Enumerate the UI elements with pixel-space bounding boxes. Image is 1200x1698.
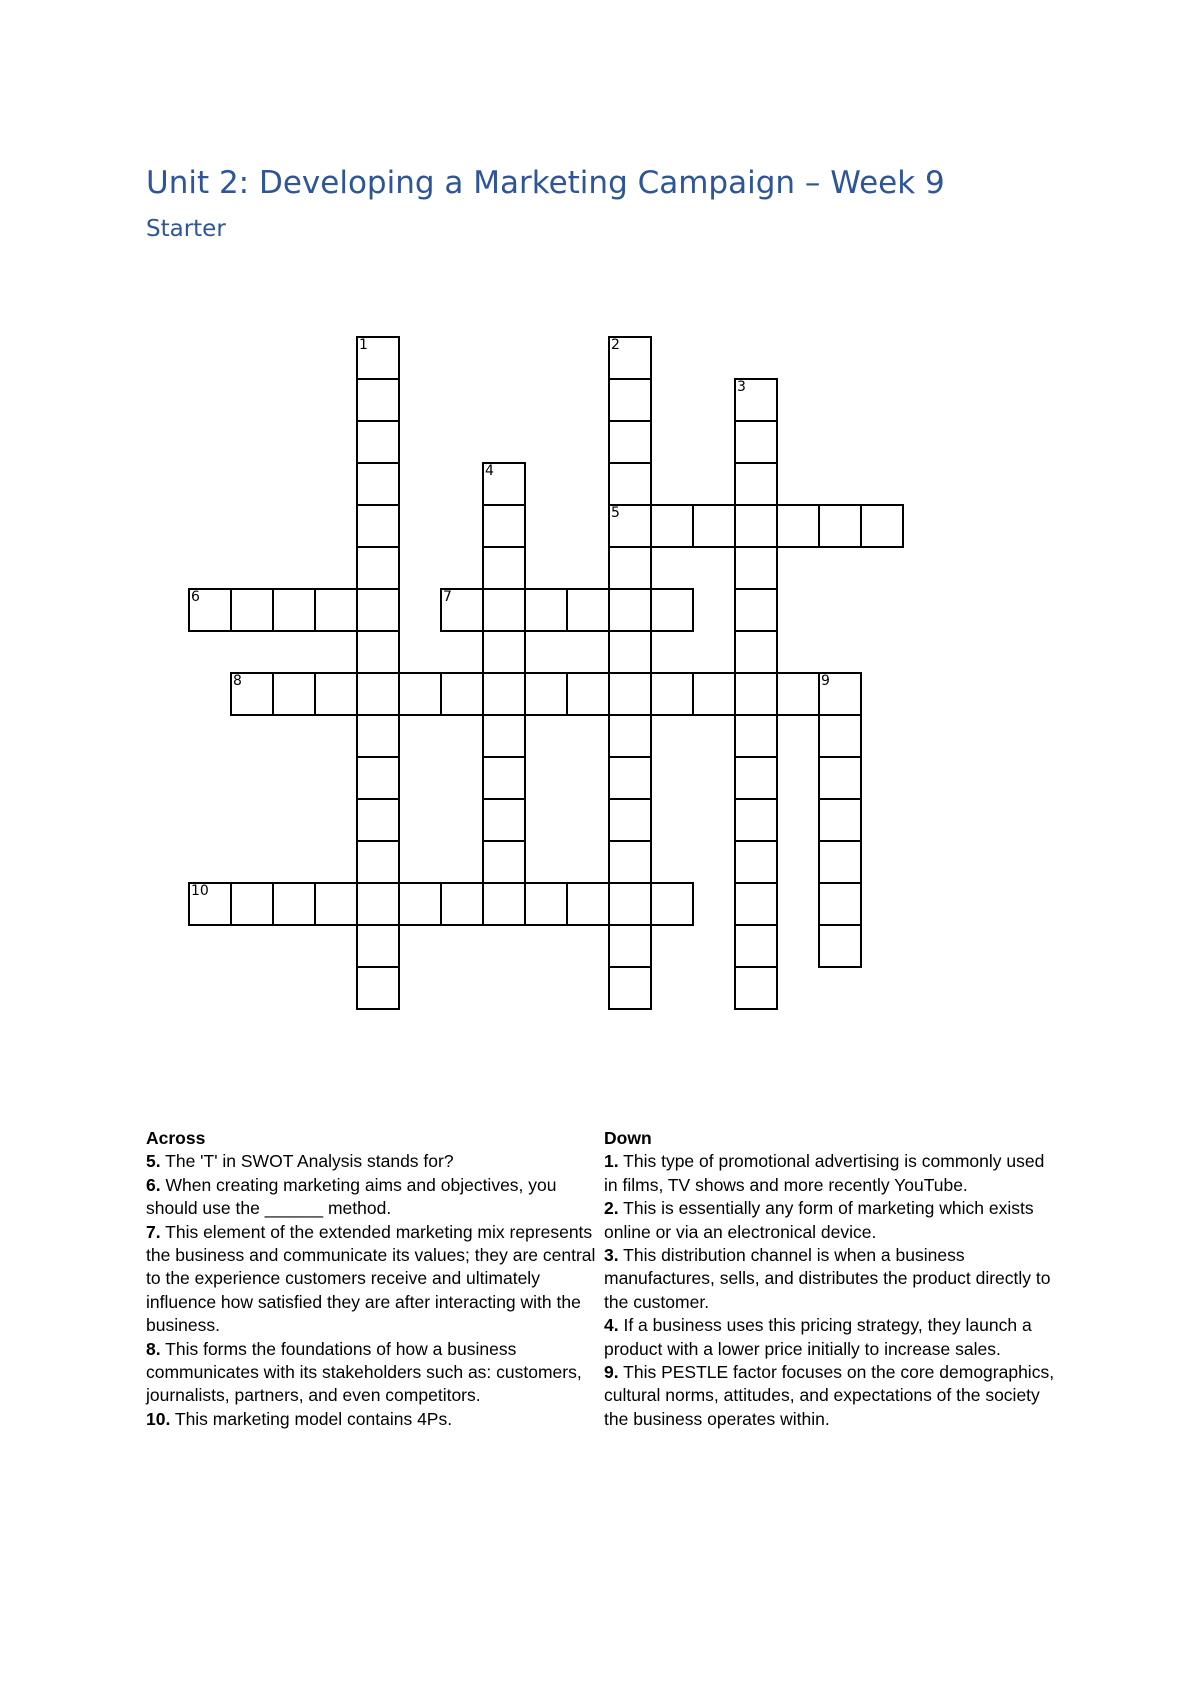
across-clue: [146, 1338, 601, 1408]
clue-number: 1.: [604, 1151, 619, 1172]
clue-number-label: 2: [611, 337, 620, 353]
across-clue: [146, 1221, 601, 1338]
crossword-cell[interactable]: [650, 882, 694, 926]
crossword-cell[interactable]: [440, 882, 484, 926]
clue-number-label: 9: [821, 673, 830, 689]
clue-text: This type of promotional advertising is commonly used in films, TV shows and more recently YouTube.: [604, 1151, 1045, 1195]
down-clue: [604, 1314, 1059, 1361]
clue-text: This is essentially any form of marketing which exists online or via an electronical device.: [604, 1198, 1034, 1242]
crossword-cell[interactable]: [734, 882, 778, 926]
clue-number: 2.: [604, 1198, 619, 1219]
clue-number-label: 10: [191, 883, 209, 899]
crossword-cell[interactable]: [608, 840, 652, 884]
crossword-cell[interactable]: [734, 966, 778, 1010]
down-clue: [604, 1150, 1059, 1197]
clue-number: 5.: [146, 1151, 161, 1172]
crossword-cell[interactable]: [608, 924, 652, 968]
crossword-cell[interactable]: [608, 798, 652, 842]
crossword-cell[interactable]: [650, 588, 694, 632]
crossword-cell[interactable]: [608, 462, 652, 506]
down-heading: Down: [604, 1128, 652, 1148]
clue-text: This PESTLE factor focuses on the core demographics, cultural norms, attitudes, and expectations of the society the business operates within.: [604, 1362, 1055, 1429]
crossword-cell[interactable]: [608, 672, 652, 716]
down-clue: [604, 1197, 1059, 1244]
crossword-cell[interactable]: [608, 546, 652, 590]
crossword-cell[interactable]: [608, 378, 652, 422]
clue-number: 9.: [604, 1362, 619, 1383]
crossword-cell[interactable]: [398, 882, 442, 926]
clue-number: 8.: [146, 1338, 161, 1359]
crossword-cell[interactable]: [818, 714, 862, 758]
crossword-cell[interactable]: [356, 630, 400, 674]
crossword-cell[interactable]: [356, 672, 400, 716]
down-clue: [604, 1244, 1059, 1314]
crossword-cell[interactable]: [440, 588, 484, 632]
crossword-cell[interactable]: [272, 588, 316, 632]
crossword-cell[interactable]: [482, 504, 526, 548]
crossword-cell[interactable]: [356, 378, 400, 422]
crossword-cell[interactable]: [818, 504, 862, 548]
down-clues: [604, 1127, 1059, 1431]
crossword-cell[interactable]: [356, 882, 400, 926]
crossword-cell[interactable]: [776, 504, 820, 548]
page-subtitle: Starter: [146, 216, 226, 242]
page-title: Unit 2: Developing a Marketing Campaign – Week 9: [146, 165, 945, 201]
crossword-cell[interactable]: [524, 882, 568, 926]
crossword-cell[interactable]: [482, 588, 526, 632]
crossword-cell[interactable]: [776, 672, 820, 716]
crossword-cell[interactable]: [608, 756, 652, 800]
crossword-cell[interactable]: [734, 462, 778, 506]
crossword-cell[interactable]: [482, 546, 526, 590]
clue-text: This forms the foundations of how a business communicates with its stakeholders such as: customers, journalists, partners, and even competitors.: [146, 1338, 582, 1406]
crossword-cell[interactable]: [566, 588, 610, 632]
crossword-cell[interactable]: [650, 504, 694, 548]
crossword-cell[interactable]: [566, 672, 610, 716]
crossword-cell[interactable]: [482, 714, 526, 758]
crossword-cell[interactable]: [860, 504, 904, 548]
crossword-cell[interactable]: [734, 630, 778, 674]
crossword-cell[interactable]: [734, 546, 778, 590]
clue-number: 6.: [146, 1174, 161, 1195]
clue-number: 3.: [604, 1245, 619, 1266]
crossword-cell[interactable]: [188, 588, 232, 632]
crossword-cell[interactable]: [356, 588, 400, 632]
crossword-cell[interactable]: [482, 462, 526, 506]
crossword-cell[interactable]: [734, 378, 778, 422]
clue-text: When creating marketing aims and objectives, you should use the ______ method.: [146, 1174, 557, 1219]
across-clue-list: [146, 1150, 601, 1431]
crossword-cell[interactable]: [608, 882, 652, 926]
crossword-cell[interactable]: [818, 756, 862, 800]
crossword-cell[interactable]: [734, 504, 778, 548]
crossword-cell[interactable]: [566, 882, 610, 926]
crossword-cell[interactable]: [314, 672, 358, 716]
clue-number-label: 7: [443, 589, 452, 605]
crossword-cell[interactable]: [440, 672, 484, 716]
crossword-cell[interactable]: [356, 966, 400, 1010]
crossword-cell[interactable]: [314, 882, 358, 926]
crossword-cell[interactable]: [356, 798, 400, 842]
clue-text: This distribution channel is when a business manufactures, sells, and distributes the product directly to the customer.: [604, 1245, 1051, 1312]
crossword-cell[interactable]: [356, 840, 400, 884]
clue-text: If a business uses this pricing strategy, they launch a product with a lower price initially to increase sales.: [604, 1315, 1032, 1359]
crossword-cell[interactable]: [734, 924, 778, 968]
crossword-cell[interactable]: [524, 672, 568, 716]
crossword-cell[interactable]: [482, 840, 526, 884]
clue-number-label: 6: [191, 589, 200, 605]
crossword-cell[interactable]: [314, 588, 358, 632]
crossword-cell[interactable]: [356, 756, 400, 800]
crossword-cell[interactable]: [356, 462, 400, 506]
crossword-cell[interactable]: [608, 336, 652, 380]
clue-number-label: 4: [485, 463, 494, 479]
crossword-cell[interactable]: [818, 924, 862, 968]
crossword-cell[interactable]: [230, 672, 274, 716]
crossword-cell[interactable]: [818, 798, 862, 842]
crossword-cell[interactable]: [356, 420, 400, 464]
crossword-cell[interactable]: [524, 588, 568, 632]
crossword-cell[interactable]: [692, 504, 736, 548]
down-clue-list: [604, 1150, 1059, 1431]
across-heading: Across: [146, 1128, 206, 1148]
crossword-cell[interactable]: [482, 630, 526, 674]
clue-number-label: 1: [359, 337, 368, 353]
crossword-cell[interactable]: [272, 672, 316, 716]
crossword-cell[interactable]: [230, 588, 274, 632]
across-clue: [146, 1174, 601, 1221]
crossword-cell[interactable]: [734, 588, 778, 632]
crossword-cell[interactable]: [188, 882, 232, 926]
crossword-cell[interactable]: [356, 714, 400, 758]
clue-text: This marketing model contains 4Ps.: [170, 1408, 453, 1429]
crossword-cell[interactable]: [230, 882, 274, 926]
across-clue: [146, 1150, 601, 1173]
crossword-cell[interactable]: [608, 504, 652, 548]
crossword-cell[interactable]: [692, 672, 736, 716]
crossword-cell[interactable]: [356, 336, 400, 380]
across-clues: [146, 1127, 601, 1431]
crossword-cell[interactable]: [482, 798, 526, 842]
crossword-cell[interactable]: [398, 672, 442, 716]
crossword-cell[interactable]: [482, 756, 526, 800]
crossword-cell[interactable]: [608, 588, 652, 632]
clue-text: This element of the extended marketing mix represents the business and communicate its values; they are central to the experience customers receive and ultimately influence how satisfied they are after interacting with the business.: [146, 1221, 596, 1336]
crossword-cell[interactable]: [734, 672, 778, 716]
crossword-cell[interactable]: [734, 714, 778, 758]
clue-number-label: 3: [737, 379, 746, 395]
clue-number-label: 5: [611, 505, 620, 521]
crossword-cell[interactable]: [818, 882, 862, 926]
crossword-cell[interactable]: [734, 840, 778, 884]
crossword-cell[interactable]: [608, 630, 652, 674]
crossword-cell[interactable]: [818, 840, 862, 884]
crossword-cell[interactable]: [356, 546, 400, 590]
crossword-cell[interactable]: [734, 420, 778, 464]
down-clue: [604, 1361, 1059, 1431]
crossword-cell[interactable]: [356, 924, 400, 968]
crossword-cell[interactable]: [356, 504, 400, 548]
clue-number-label: 8: [233, 673, 242, 689]
crossword-cell[interactable]: [734, 756, 778, 800]
crossword-cell[interactable]: [608, 966, 652, 1010]
crossword-cell[interactable]: [482, 672, 526, 716]
crossword-cell[interactable]: [650, 672, 694, 716]
clue-number: 4.: [604, 1315, 619, 1336]
clue-number: 7.: [146, 1221, 161, 1242]
crossword-cell[interactable]: [608, 420, 652, 464]
crossword-cell[interactable]: [818, 672, 862, 716]
crossword-cell[interactable]: [272, 882, 316, 926]
across-clue: [146, 1408, 601, 1431]
clue-text: The 'T' in SWOT Analysis stands for?: [160, 1151, 454, 1172]
crossword-cell[interactable]: [734, 798, 778, 842]
crossword-cell[interactable]: [608, 714, 652, 758]
crossword-cell[interactable]: [482, 882, 526, 926]
clue-number: 10.: [146, 1408, 171, 1429]
